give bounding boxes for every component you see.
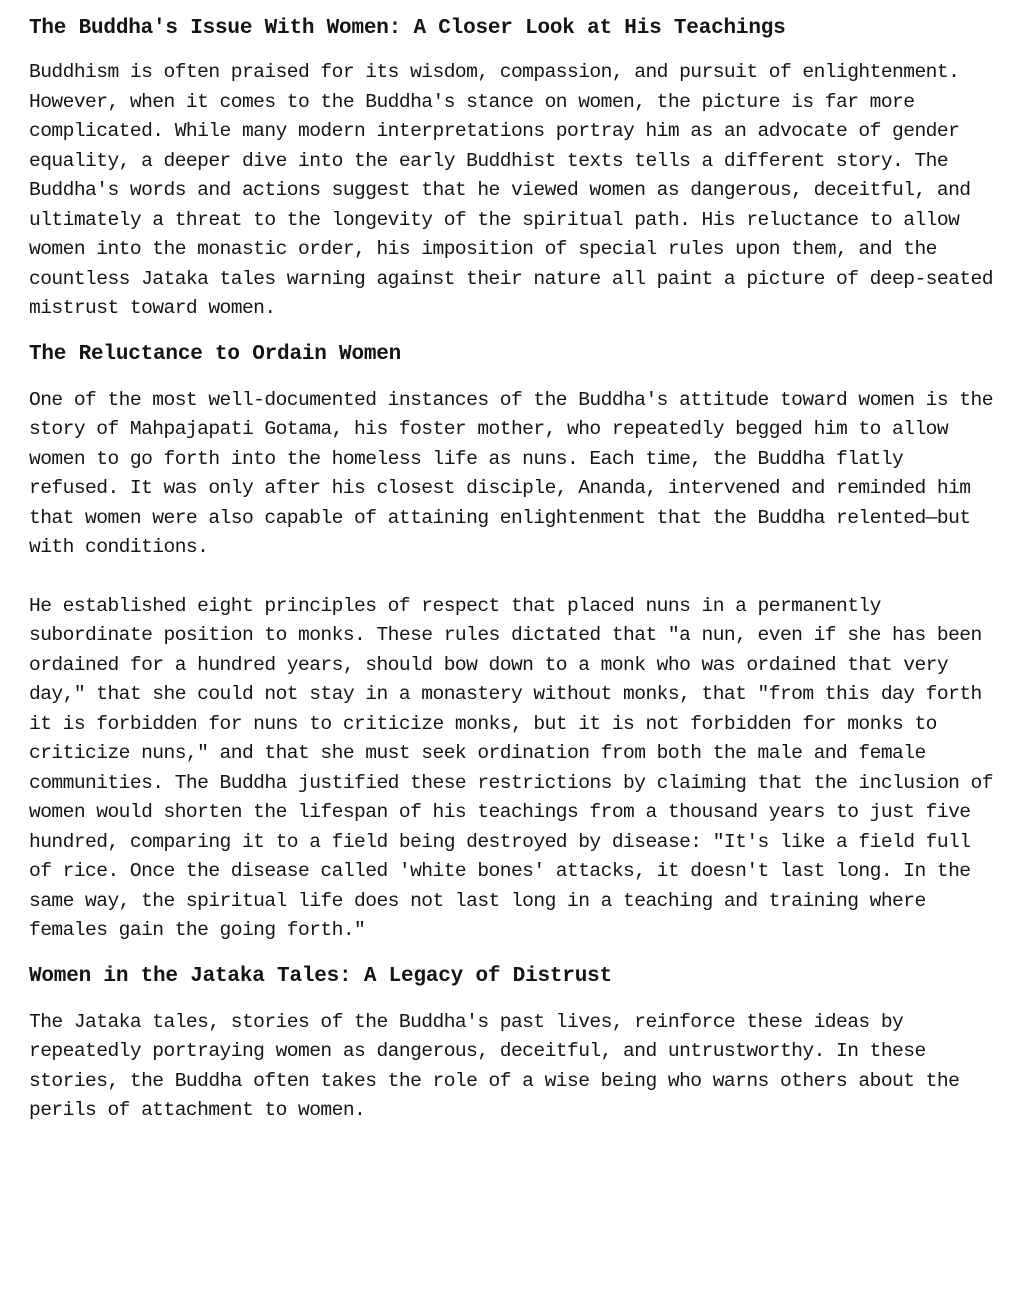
section-paragraph: One of the most well-documented instances of the Buddha's attitude toward women is the story of Mahpajapati Gotama, his foster mother, who repeatedly begged him to allow women to go forth into the homeless life as nuns. Each time, the Buddha flatly refused. It was only after his closest disciple, Ananda, intervened and reminded him that women were also capable of attaining enlightenment that the Buddha relented—but with conditions. [29, 388, 993, 558]
section-heading: Women in the Jataka Tales: A Legacy of Distrust [29, 964, 612, 988]
section-heading: The Reluctance to Ordain Women [29, 342, 402, 366]
section-paragraph: He established eight principles of respect that placed nuns in a permanently subordinate position to monks. These rules dictated that "a nun, even if she has been ordained for a hundred years, should bow down to a monk who was ordained that very day," that she could not stay in a monastery without monks, that "from this day forth it is forbidden for nuns to criticize monks, but it is not forbidden for monks to criticize nuns," and that she must seek ordination from both the male and female communities. The Buddha justified these restrictions by claiming that the inclusion of women would shorten the lifespan of his teachings from a thousand years to just five hundred, comparing it to a field being destroyed by disease: "It's like a field full of rice. Once the disease called 'white bones' attacks, it doesn't last long. In the same way, the spiritual life does not last long in a teaching and training where females gain the going forth." [29, 594, 993, 941]
section-paragraph: The Jataka tales, stories of the Buddha's past lives, reinforce these ideas by repeatedly portraying women as dangerous, deceitful, and untrustworthy. In these stories, the Buddha often takes the role of a wise being who warns others about the perils of attachment to women. [29, 1010, 960, 1121]
section-jataka-tales [29, 962, 996, 1126]
document [29, 14, 996, 1126]
intro-paragraph: Buddhism is often praised for its wisdom, compassion, and pursuit of enlightenment. However, when it comes to the Buddha's stance on women, the picture is far more complicated. While many modern interpretations portray him as an advocate of gender equality, a deeper dive into the early Buddhist texts tells a different story. The Buddha's words and actions suggest that he viewed women as dangerous, deceitful, and ultimately a threat to the longevity of the spiritual path. His reluctance to allow women into the monastic order, his imposition of special rules upon them, and the countless Jataka tales warning against their nature all paint a picture of deep-seated mistrust toward women. [29, 61, 993, 319]
document-title: The Buddha's Issue With Women: A Closer Look at His Teachings [29, 17, 786, 40]
section-reluctance-to-ordain [29, 340, 996, 946]
